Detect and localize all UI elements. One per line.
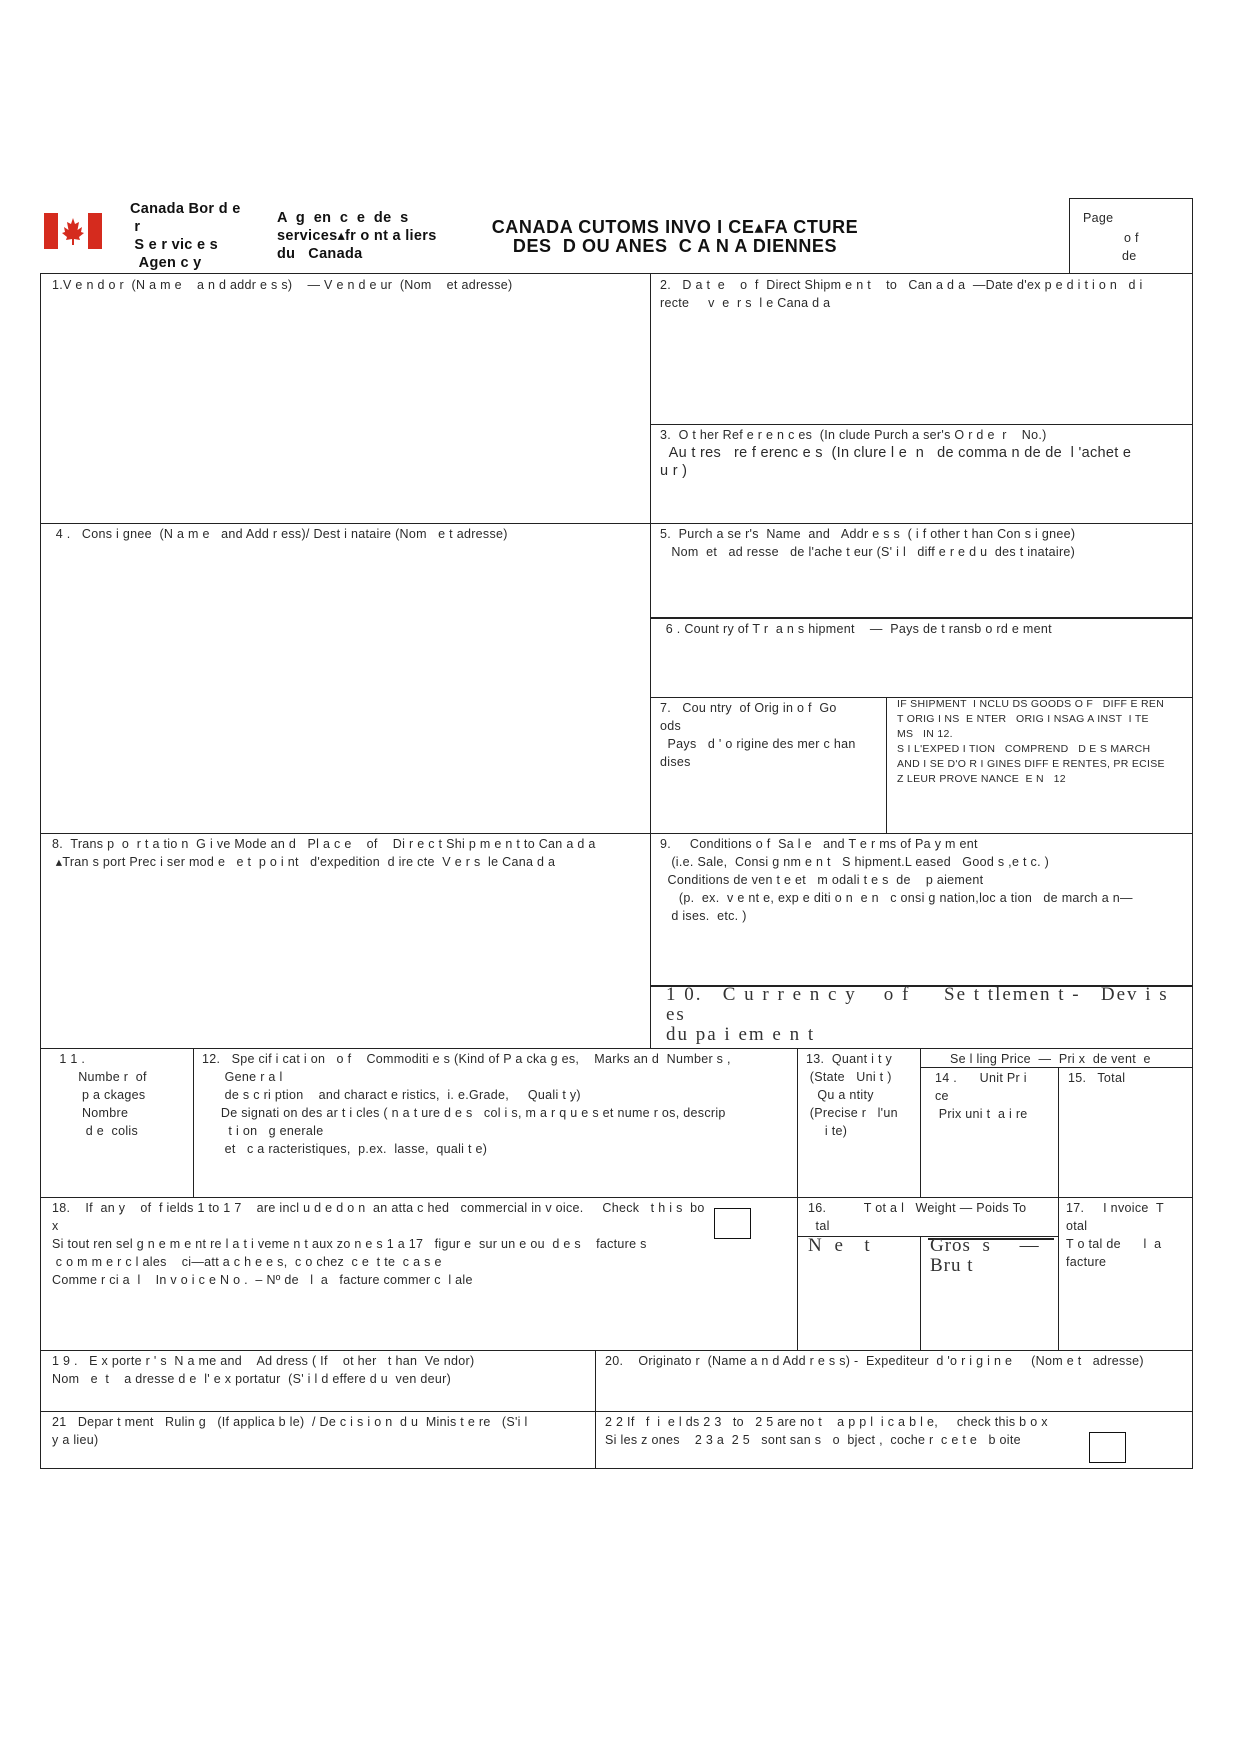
agency-name-en: Canada Bor d e r S e r vic e s Agen c y	[130, 201, 241, 271]
field-2-label: 2. D a t e o f Direct Shipm e n t to Can a d a —Date d'ex p e d i t i o n d i recte v e r s l e Cana d a	[660, 278, 1143, 310]
field-5-label: 5. Purch a se r's Name and Addr e s s ( i f other t han Con s i gnee) Nom et ad resse de l'ache t eur (S' i l diff e r e d u des t inataire)	[660, 527, 1076, 559]
field-4-label: 4 . Cons i gnee (N a m e and Add r ess)/ Dest i nataire (Nom e t adresse)	[52, 527, 508, 541]
field-21-label: 21 Depar t ment Rulin g (If applica b le) / De c i s i o n d u Minis t e re (S'i l y a lieu)	[52, 1415, 528, 1447]
field-15-label: 15. Total	[1068, 1071, 1126, 1085]
field-6-label: 6 . Count ry of T r a n s hipment — Pays de t ransb o rd e ment	[662, 622, 1052, 636]
field-16-net-label: N e t	[808, 1235, 874, 1256]
field-3-label-fr: Au t res re f erenc e s (In clure l e n de comma n de de l 'achet e u r )	[660, 445, 1132, 479]
field-1-label: 1.V e n d o r (N a m e a n d addr e s s) — V e n d e ur (Nom et adresse)	[52, 278, 513, 292]
field-20-label: 20. Originato r (Name a n d Add r e s s) - Expediteur d 'o r i g i n e (Nom e t adresse)	[605, 1354, 1144, 1368]
page-label: Page	[1083, 211, 1114, 225]
field-9-label: 9. Conditions o f Sa l e and T e r ms of Pa y m ent (i.e. Sale, Consi g nm e n t S hipment.L eased Good s ,e t c. ) Conditions de ven t e et m odali t e s de p aiement (p. ex. v e nt e, exp e diti o n e n c onsi g nation,loc a tion de march a n— d ises. etc. )	[660, 837, 1133, 923]
field-18-checkbox[interactable]	[714, 1208, 751, 1239]
field-17-label: 17. I nvoice T otal T o tal de l a facture	[1066, 1201, 1164, 1269]
canada-flag-logo	[44, 213, 102, 249]
field-22-label: 2 2 If f i e l ds 2 3 to 2 5 are no t a p p l i c a b l e, check this b o x Si les z ones 2 3 a 2 5 sont san s o bject , coche r c e t e b oite	[605, 1415, 1048, 1447]
field-18-label: 18. If an y of f ields 1 to 1 7 are incl u d e d o n an atta c hed commercial in v oice. Check t h i s bo x Si tout ren sel g n e m e nt re l a t i veme n t aux zo n e s 1 a 17 figur e sur un e ou d e s facture s c o m m e r c l ales ci—att a c h e e s, c o chez c e t te c a s e Comme r ci a l In v o i c e N o . – Nº de l a facture commer c l ale	[52, 1201, 705, 1287]
field-12-label: 12. Spe cif i cat i on o f Commoditi e s (Kind of P a cka g es, Marks an d Number s , Gene r a l de s c ri ption and charact e ristics, i. e.Grade, Quali t y) De signati on des ar t i cles ( n a t ure d e s col i s, m a r q u e s et nume r os, descrip t i on g enerale et c a racteristiques, p.ex. lasse, quali t e)	[202, 1052, 731, 1156]
field-7-label: 7. Cou ntry of Orig in o f Go ods Pays d ' o rigine des mer c han dises	[660, 701, 856, 769]
field-13-label: 13. Quant i t y (State Uni t ) Qu a ntity (Precise r l'un i te)	[806, 1052, 898, 1138]
field-11-label: 1 1 . Numbe r of p a ckages Nombre d e colis	[59, 1052, 147, 1138]
field-3-label: 3. O t her Ref e r e n c es (In clude Purch a ser's O r d e r No.)	[660, 428, 1047, 442]
form-title-fr: DES D OU ANES C A N A DIENNES	[512, 236, 838, 256]
field-22-checkbox[interactable]	[1089, 1432, 1126, 1463]
page-de-label: de	[1122, 249, 1137, 263]
page-of-label: o f	[1124, 231, 1139, 245]
field-8-label: 8. Trans p o r t a tio n G i ve Mode an d Pl a c e of Di r e c t Shi p m e n t to Can a d a ▴Tran s port Prec i ser mod e e t p o i nt d'expedition d ire cte V e r s le Cana d a	[52, 837, 596, 869]
agency-name-fr: A g en c e de s services▴fr o nt a liers du Canada	[277, 210, 437, 262]
field-16-split	[920, 1236, 921, 1351]
field-19-label: 1 9 . E x porte r ' s N a me and Ad dress ( If ot her t han Ve ndor) Nom e t a dresse d e l' e x portatur (S' i l d effere d u ven deur)	[52, 1354, 475, 1386]
form-title-en: CANADA CUTOMS INVO I CE▴FA CTURE	[491, 217, 859, 237]
field-10-label: 1 0. C u r r e n c y o f Se t tlemen t - Dev i s es du pa i em e n t	[666, 984, 1169, 1045]
field-4-consignee[interactable]	[40, 523, 651, 834]
field-16-label: 16. T ot a l Weight — Poids To tal	[808, 1201, 1027, 1233]
field-16-gross-label: Gros s — Bru t	[930, 1235, 1040, 1276]
field-14-label: 14 . Unit Pr i ce Prix uni t a i re	[935, 1071, 1028, 1121]
field-1-vendor[interactable]	[40, 273, 651, 524]
field-7-note: IF SHIPMENT I NCLU DS GOODS O F DIFF E REN T ORIG I NS E NTER ORIG I NSAG A INST I TE MS IN 12. S I L'EXPED I TION COMPREND D E S MARCH AND I SE D'O R I GINES DIFF E RENTES, PR ECISE Z LEUR PROVE NANCE E N 12	[897, 698, 1165, 785]
selling-price-label: Se l ling Price — Pri x de vent e	[950, 1052, 1151, 1066]
